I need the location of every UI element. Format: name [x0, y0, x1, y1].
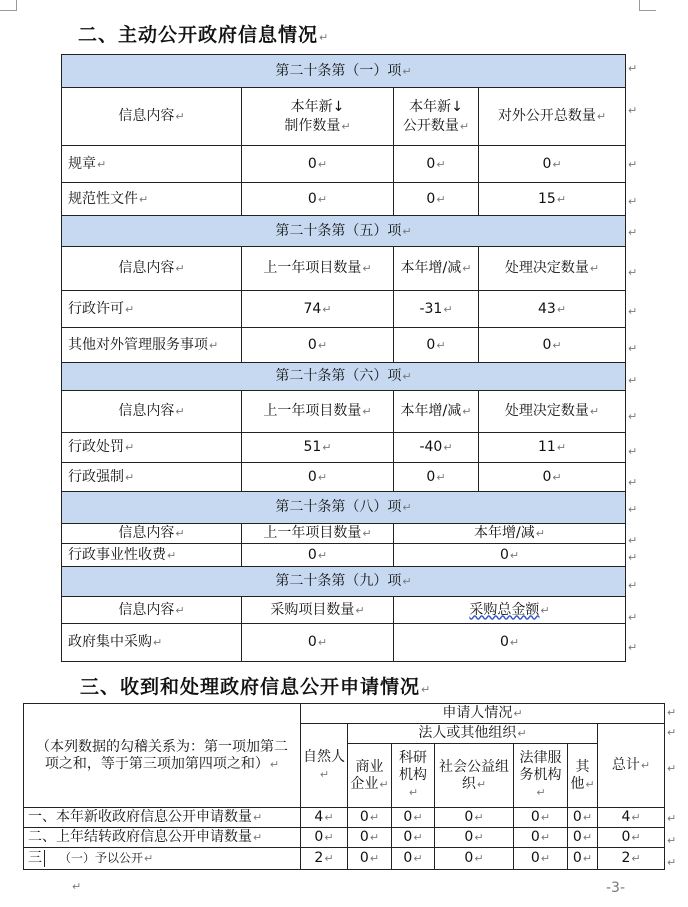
- value-cell: -31↵: [394, 291, 479, 328]
- column-header: 处理决定数量↵: [479, 247, 626, 291]
- value-cell: 4↵: [598, 808, 665, 828]
- value-cell: 0↵: [392, 848, 435, 870]
- row-end-mark: ↵: [628, 62, 638, 75]
- value-cell: 0↵: [394, 328, 479, 363]
- note-cell: （本列数据的勾稽关系为：第一项加第二项之和，等于第三项加第四项之和）↵: [24, 704, 301, 808]
- row-end-mark: ↵: [628, 104, 638, 117]
- section-header-row: [62, 492, 626, 524]
- column-header: 采购总金额↵: [394, 597, 626, 624]
- sub-header: 科研机构↵: [392, 744, 435, 808]
- column-header: 本年增/减↵: [394, 391, 479, 433]
- row-end-mark: ↵: [628, 226, 638, 239]
- data-row: [24, 848, 665, 870]
- value-cell: 0↵: [348, 848, 392, 870]
- value-cell: 43↵: [479, 291, 626, 328]
- value-cell: 4↵: [301, 808, 348, 828]
- data-row: [62, 544, 626, 567]
- row-end-mark: ↵: [628, 305, 638, 318]
- data-row: [62, 328, 626, 363]
- data-row: [62, 291, 626, 328]
- column-header-row: [62, 391, 626, 433]
- row-end-mark: ↵: [628, 611, 638, 624]
- column-header: 上一年项目数量↵: [242, 391, 394, 433]
- row-label: 行政许可↵: [62, 291, 242, 328]
- value-cell: 0↵: [242, 544, 394, 567]
- column-header: 信息内容↵: [62, 247, 242, 291]
- value-cell: 74↵: [242, 291, 394, 328]
- column-header-row: [62, 597, 626, 624]
- natural-person-header: 自然人↵: [301, 724, 348, 808]
- value-cell: 0↵: [394, 146, 479, 183]
- data-row: [62, 433, 626, 463]
- total-header: 总计↵: [598, 724, 665, 808]
- row-end-mark: ↵: [628, 410, 638, 423]
- column-header: 本年增/减↵: [394, 247, 479, 291]
- value-cell: 0↵: [479, 463, 626, 492]
- row-label: 规范性文件↵: [62, 183, 242, 216]
- value-cell: 0↵: [598, 828, 665, 848]
- data-row: [24, 828, 665, 848]
- section-header: 第二十条第（九）项↵: [62, 567, 626, 597]
- section-header-row: [62, 216, 626, 247]
- paragraph-mark: ↵: [72, 880, 82, 893]
- sub-header: 其他↵: [568, 744, 598, 808]
- row-label: 规章↵: [62, 146, 242, 183]
- row-label: 行政事业性收费↵: [62, 544, 242, 567]
- proactive-disclosure-table: [61, 54, 626, 662]
- page-corner-mark-right: [639, 0, 656, 11]
- row-end-mark: ↵: [628, 195, 638, 208]
- value-cell: 0↵: [514, 848, 568, 870]
- data-row: [62, 146, 626, 183]
- row-label: 行政处罚↵: [62, 433, 242, 463]
- column-header: 上一年项目数量↵: [242, 247, 394, 291]
- row-label: 二、上年结转政府信息公开申请数量↵: [24, 828, 301, 848]
- section-header-row: [62, 55, 626, 88]
- row-end-mark: ↵: [628, 579, 638, 592]
- column-header-row: [62, 247, 626, 291]
- column-header: 对外公开总数量↵: [479, 88, 626, 146]
- sub-header: 法律服务机构↵: [514, 744, 568, 808]
- row-end-mark: ↵: [628, 266, 638, 279]
- value-cell: 0↵: [394, 544, 626, 567]
- value-cell: 0↵: [242, 463, 394, 492]
- value-cell: 0↵: [435, 808, 514, 828]
- column-header-row: [62, 524, 626, 544]
- value-cell: 0↵: [348, 808, 392, 828]
- data-row: [62, 463, 626, 492]
- value-cell: 0↵: [479, 328, 626, 363]
- sub-header: 社会公益组织↵: [435, 744, 514, 808]
- column-header: 处理决定数量↵: [479, 391, 626, 433]
- value-cell: 0↵: [394, 624, 626, 662]
- value-cell: 0↵: [242, 328, 394, 363]
- value-cell: 0↵: [394, 183, 479, 216]
- value-cell: 0↵: [514, 808, 568, 828]
- row-end-mark: ↵: [628, 551, 638, 564]
- value-cell: 0↵: [394, 463, 479, 492]
- value-cell: 15↵: [479, 183, 626, 216]
- column-header: 信息内容↵: [62, 88, 242, 146]
- application-stats-table: [23, 703, 665, 870]
- row-end-mark: ↵: [628, 158, 638, 171]
- row-end-mark: ↵: [628, 476, 638, 489]
- sub-header: 商业企业↵: [348, 744, 392, 808]
- row-end-mark: ↵: [628, 445, 638, 458]
- value-cell: 0↵: [435, 848, 514, 870]
- column-header-row: [62, 88, 626, 146]
- column-header: 本年新↓ 制作数量↵: [242, 88, 394, 146]
- row-end-mark: ↵: [628, 374, 638, 387]
- row-label: 其他对外管理服务事项↵: [62, 328, 242, 363]
- data-row: [62, 183, 626, 216]
- column-header: 采购项目数量↵: [242, 597, 394, 624]
- section-header: 第二十条第（六）项↵: [62, 363, 626, 391]
- column-header: 信息内容↵: [62, 391, 242, 433]
- value-cell: 0↵: [392, 808, 435, 828]
- row-label: 一、本年新收政府信息公开申请数量↵: [24, 808, 301, 828]
- column-header: 本年新↓ 公开数量↵: [394, 88, 479, 146]
- section-3-title: 三、收到和处理政府信息公开申请情况↵: [80, 676, 432, 698]
- value-cell: 0↵: [242, 146, 394, 183]
- page-corner-mark-left: [0, 0, 17, 11]
- row-end-mark: ↵: [667, 726, 677, 739]
- value-cell: 0↵: [568, 848, 598, 870]
- row-end-mark: ↵: [628, 641, 638, 654]
- row-end-mark: ↵: [667, 834, 677, 847]
- column-header: 上一年项目数量↵: [242, 524, 394, 544]
- row-end-mark: ↵: [667, 762, 677, 775]
- page-number: -3-: [606, 880, 626, 896]
- value-cell: 2↵: [598, 848, 665, 870]
- section-header: 第二十条第（一）项↵: [62, 55, 626, 88]
- value-cell: 11↵: [479, 433, 626, 463]
- section-header-row: [62, 567, 626, 597]
- data-row: [24, 808, 665, 828]
- column-header: 信息内容↵: [62, 597, 242, 624]
- value-cell: 51↵: [242, 433, 394, 463]
- value-cell: 0↵: [568, 828, 598, 848]
- value-cell: 0↵: [242, 183, 394, 216]
- value-cell: 0↵: [242, 624, 394, 662]
- value-cell: 0↵: [348, 828, 392, 848]
- value-cell: 2↵: [301, 848, 348, 870]
- legal-entity-header: 法人或其他组织↵: [348, 724, 598, 744]
- value-cell: 0↵: [435, 828, 514, 848]
- value-cell: 0↵: [568, 808, 598, 828]
- value-cell: -40↵: [394, 433, 479, 463]
- row-end-mark: ↵: [667, 856, 677, 869]
- applicant-header: 申请人情况↵: [301, 704, 665, 724]
- row-label: 政府集中采购↵: [62, 624, 242, 662]
- value-cell: 0↵: [479, 146, 626, 183]
- header-row: [24, 704, 665, 724]
- section-2-title: 二、主动公开政府信息情况↵: [78, 24, 330, 46]
- section-header: 第二十条第（五）项↵: [62, 216, 626, 247]
- row-label: 三 （一）予以公开↵: [24, 848, 301, 870]
- column-header: 信息内容↵: [62, 524, 242, 544]
- row-end-mark: ↵: [667, 706, 677, 719]
- value-cell: 0↵: [392, 828, 435, 848]
- section-header-row: [62, 363, 626, 391]
- section-header: 第二十条第（八）项↵: [62, 492, 626, 524]
- value-cell: 0↵: [514, 828, 568, 848]
- data-row: [62, 624, 626, 662]
- row-end-mark: ↵: [667, 812, 677, 825]
- value-cell: 0↵: [301, 828, 348, 848]
- row-end-mark: ↵: [628, 342, 638, 355]
- row-end-mark: ↵: [628, 534, 638, 547]
- column-header: 本年增/减↵: [394, 524, 626, 544]
- row-end-mark: ↵: [628, 503, 638, 516]
- row-label: 行政强制↵: [62, 463, 242, 492]
